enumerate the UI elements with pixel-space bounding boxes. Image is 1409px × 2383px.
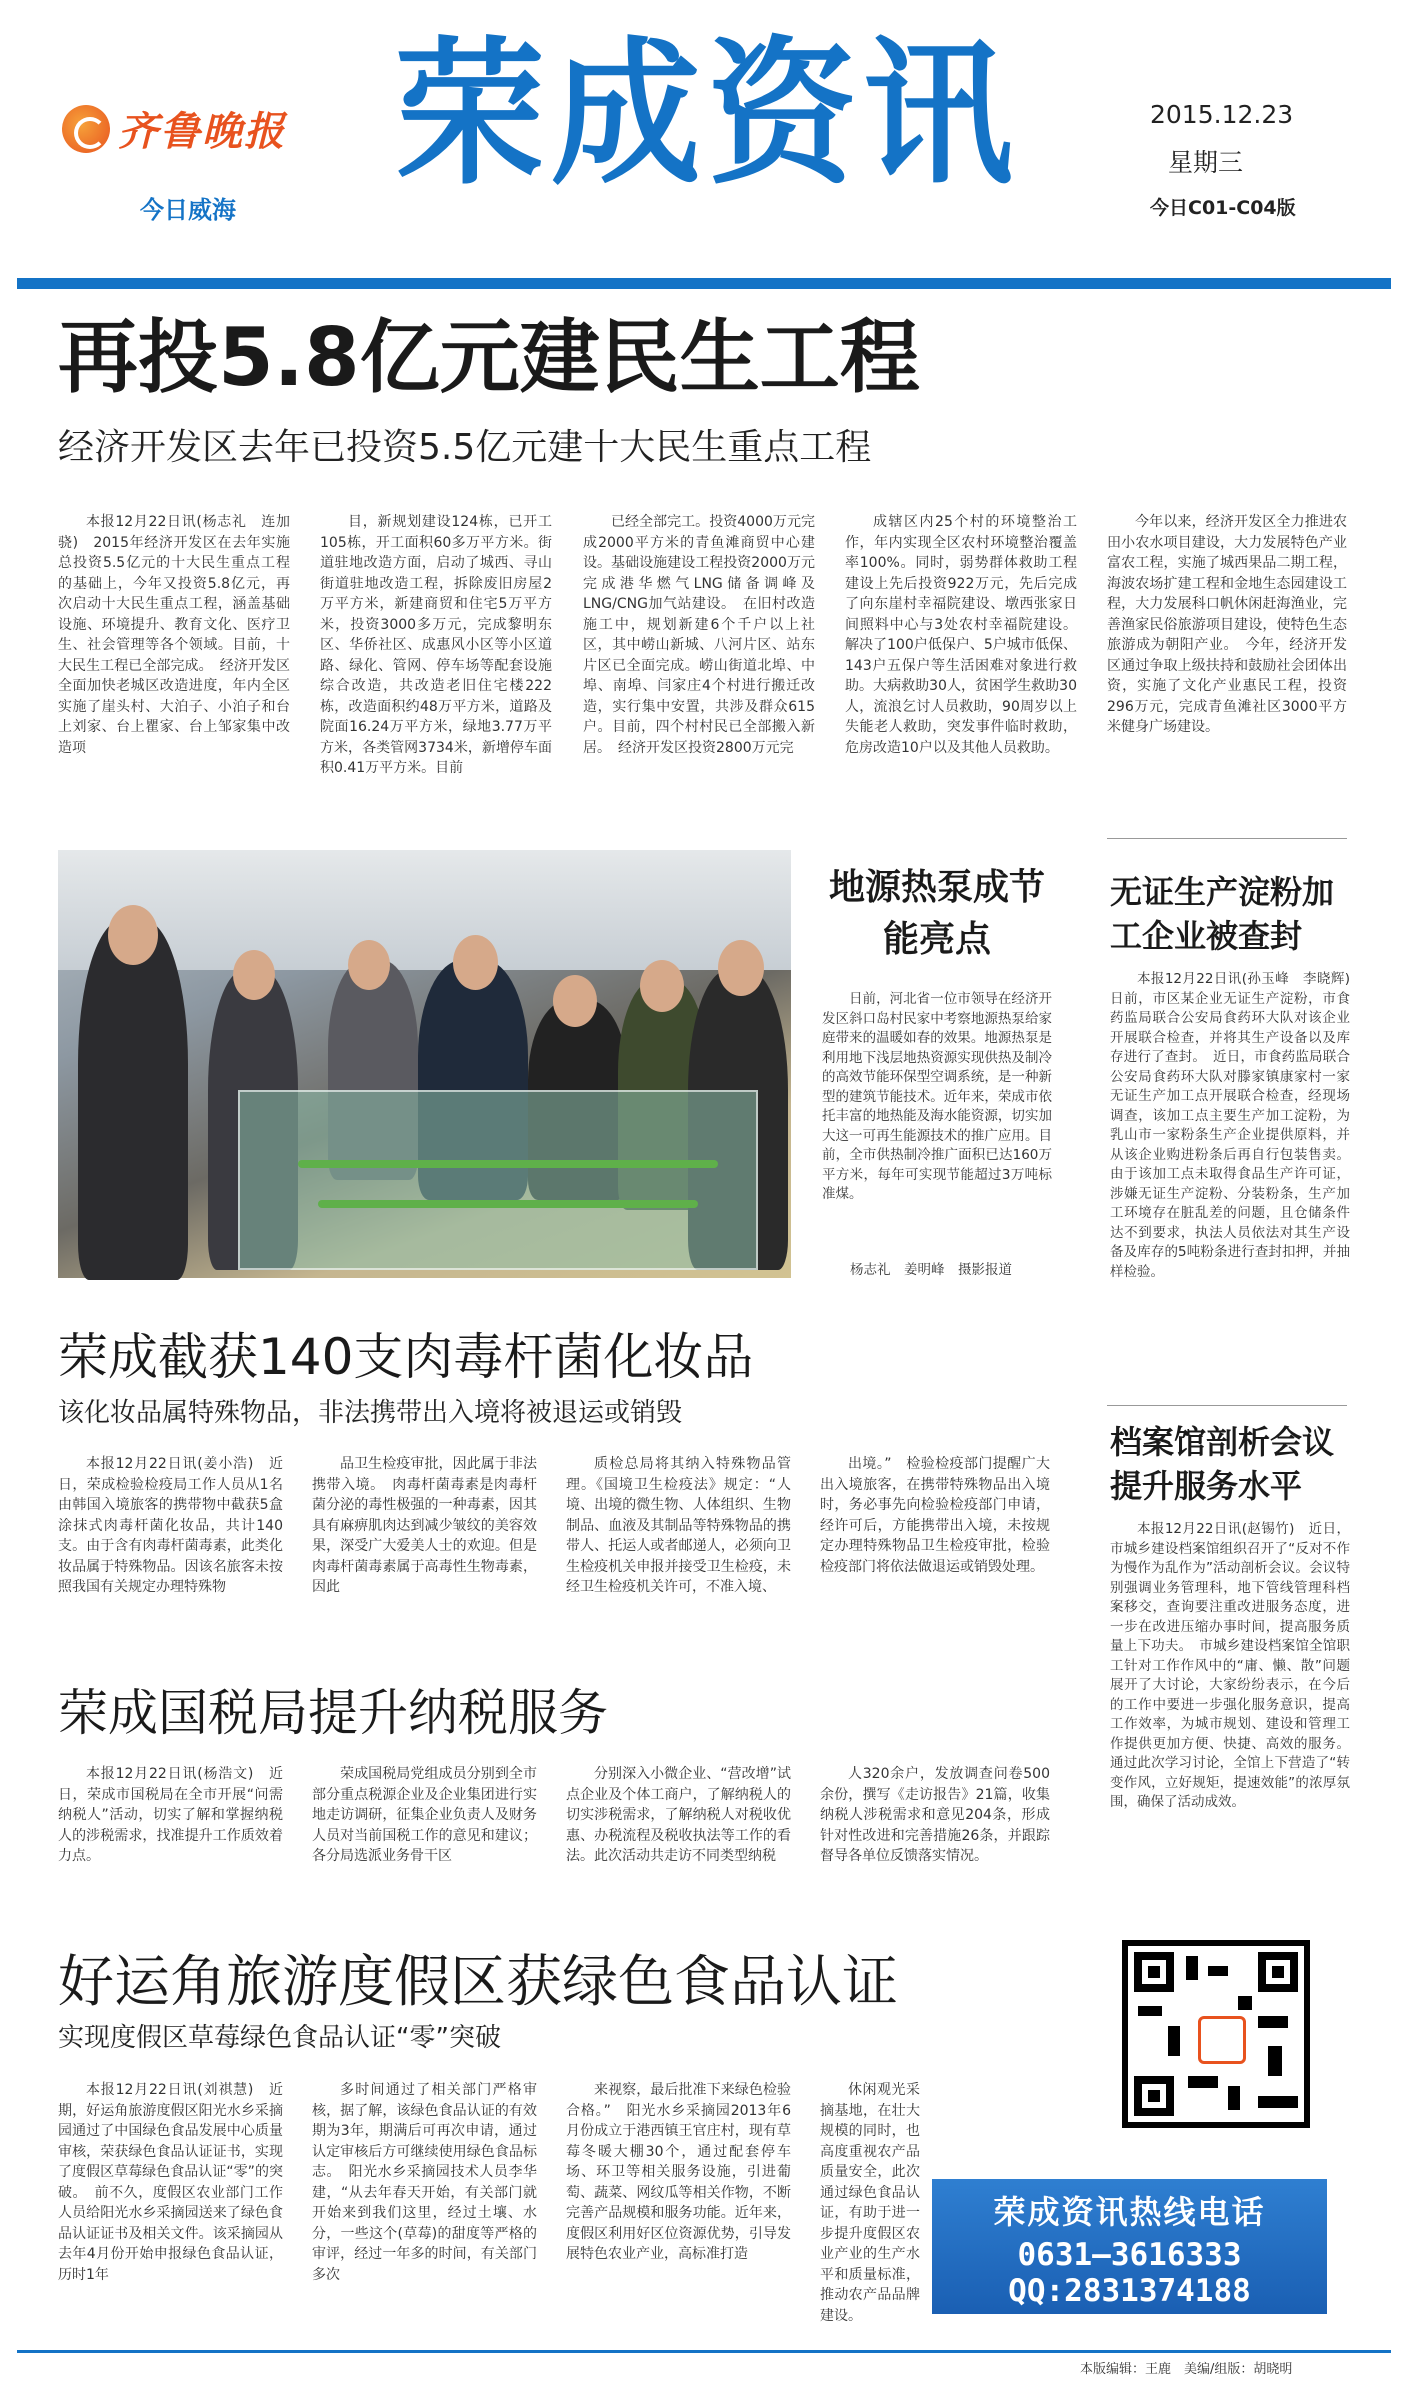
resort-column-2: 多时间通过了相关部门严格审核，据了解，该绿色食品认证的有效期为3年，期满后可再次申请，通过认定审核后方可继续使用绿色食品标志。 阳光水乡采摘园技术人员李华建，“从去年春天开始，有关部门就开始来到我们这里，经过土壤、水分，一些这个(草莓)的甜度等严格的审评，经过一年多的时间，有关部门多次 xyxy=(312,2082,537,2283)
lead-column-3: 已经全部完工。投资4000万元完成2000平方米的青鱼滩商贸中心建设。基础设施建设工程投资2000万元完成港华燃气LNG储备调峰及LNG/CNG加气站建设。 在旧村改造施工中，规划新建6个千户以上社区，其中崂山新城、八河片区、站东片区已全面完成。崂山街道北埠、中埠、南埠、闫家庄4个村进行搬迁改造，实行集中安置，共涉及群众615户。目前，四个村村民已全部搬入新居。 经济开发区投资2800万元完 xyxy=(583,514,815,756)
resort-subhead: 实现度假区草莓绿色食品认证“零”突破 xyxy=(58,2023,501,2053)
lead-column-1: 本报12月22日讯(杨志礼 连加骁) 2015年经济开发区在去年实施总投资5.5亿元的十大民生重点工程的基础上，今年又投资5.8亿元，再次启动十大民生重点工程，涵盖基础设施、环境提升、教育文化、医疗卫生、社会管理等各个领域。目前，十大民生工程已全部完成。 经济开发区全面加快老城区改造进度，年内全区实施了崖头村、大泊子、小泊子和台上刘家、台上瞿家、台上邹家集中改造项 xyxy=(58,514,290,756)
botulinum-column-1: 本报12月22日讯(姜小浩) 近日，荣成检验检疫局工作人员从1名由韩国入境旅客的携带物中截获5盒涂抹式肉毒杆菌化妆品，共计140支。由于含有肉毒杆菌毒素，此类化妆品属于特殊物品。因该名旅客未按照我国有关规定办理特殊物 xyxy=(58,1456,283,1595)
resort-headline: 好运角旅游度假区获绿色食品认证 xyxy=(58,1950,898,2015)
footer-rule xyxy=(17,2350,1391,2353)
divider xyxy=(1107,838,1347,839)
logo-name: 齐鲁晚报 xyxy=(118,108,286,155)
edition-label: 今日威海 xyxy=(140,196,236,224)
botulinum-column-2: 品卫生检疫审批，因此属于非法携带入境。 肉毒杆菌毒素是肉毒杆菌分泌的毒性极强的一种毒素，因其具有麻痹肌肉达到减少皱纹的美容效果，深受广大爱美人士的欢迎。但是肉毒杆菌毒素属于高毒性生物毒素，因此 xyxy=(312,1456,537,1595)
logo-emblem-icon xyxy=(62,105,110,153)
date-block xyxy=(1150,100,1296,220)
lead-column-2: 目，新规划建设124栋，已开工105栋，开工面积60多万平方米。街道驻地改造方面，启动了城西、寻山街道驻地改造工程，拆除废旧房屋2万平方米，新建商贸和住宅5万平方米，投资3000多万元，完成黎明东区、华侨社区、成惠风小区等小区道路、绿化、管网、停车场等配套设施综合改造，共改造老旧住宅楼222栋，改造面积约48万平方米，道路及院面16.24万平方米，绿地3.77万平方米，各类管网3734米，新增停车面积0.41万平方米。目前 xyxy=(320,514,552,776)
tax-column-1: 本报12月22日讯(杨浩文) 近日，荣成市国税局在全市开展“问需纳税人”活动，切实了解和掌握纳税人的涉税需求，找准提升工作质效着力点。 xyxy=(58,1766,283,1864)
archive-body: 本报12月22日讯(赵锡竹) 近日，市城乡建设档案馆组织召开了“反对不作为慢作为乱作为”活动剖析会议。会议特别强调业务管理科，地下管线管理科档案移交，查询要注重改进服务态度，进一步在改进压缩办事时间，提高服务质量上下功夫。 市城乡建设档案馆全馆职工针对工作作风中的“庸、懒、散”问题展开了大讨论，大家纷纷表示，在今后的工作中要进一步强化服务意识，提高工作效率，为城市规划、建设和管理工作提供更加方便、快捷、高效的服务。通过此次学习讨论，全馆上下营造了“转变作风，立好规矩，提速效能”的浓厚氛围，确保了活动成效。 xyxy=(1110,1521,1350,1810)
tax-headline: 荣成国税局提升纳税服务 xyxy=(58,1684,608,1742)
hotline-qq: QQ:2831374188 xyxy=(1008,2273,1251,2309)
lead-column-5: 今年以来，经济开发区全力推进农田小农水项目建设，大力发展特色产业富农工程，实施了城西果品二期工程，海波农场扩建工程和金地生态园建设工程，大力发展科口帆休闲赶海渔业，完善渔家民俗旅游项目建设，使特色生态旅游成为朝阳产业。 今年，经济开发区通过争取上级扶持和鼓励社会团体出资，实施了文化产业惠民工程，投资296万元，完成青鱼滩社区3000平方米健身广场建设。 xyxy=(1107,514,1347,735)
starch-title: 无证生产淀粉加工企业被查封 xyxy=(1110,873,1335,955)
issue-weekday: 星期三 xyxy=(1168,148,1244,177)
resort-column-4: 休闲观光采摘基地，在壮大规模的同时，也高度重视农产品质量安全，此次通过绿色食品认证，有助于进一步提升度假区农业产业的生产水平和质量标准，推动农产品品牌建设。 xyxy=(820,2082,920,2324)
hotline-box xyxy=(932,2179,1327,2314)
lead-headline: 再投5.8亿元建民生工程 xyxy=(58,311,920,404)
footer-credits: 本版编辑：王鹿 美编/组版：胡晓明 xyxy=(1080,2362,1293,2377)
archive-title: 档案馆剖析会议提升服务水平 xyxy=(1110,1423,1335,1505)
starch-body: 本报12月22日讯(孙玉峰 李晓辉) 日前，市区某企业无证生产淀粉，市食药监局联合公安局食药环大队对该企业开展联合检查，并将其生产设备以及库存进行了查封。 近日，市食药监局联合公安局食药环大队对滕家镇康家村一家无证生产加工点开展联合检查，经现场调查，该加工点主要生产加工淀粉，为乳山市一家粉条生产企业提供原料，并从该企业购进粉条后再自行包装售卖。由于该加工点未取得食品生产许可证，涉嫌无证生产淀粉、分装粉条，生产加工环境存在脏乱差的问题，且仓储条件达不到要求，执法人员依法对其生产设备及库存的5吨粉条进行查封扣押，并抽样检验。 xyxy=(1110,971,1364,1280)
divider xyxy=(1107,1405,1347,1406)
resort-column-3: 来视察，最后批准下来绿色检验合格。” 阳光水乡采摘园2013年6月份成立于港西镇王官庄村，现有草莓冬暖大棚30个，通过配套停车场、环卫等相关服务设施，引进葡萄、蔬菜、网纹瓜等相关作物，不断完善产品规模和服务功能。近年来，度假区利用好区位资源优势，引导发展特色农业产业，高标准打造 xyxy=(566,2082,791,2262)
feature-body: 日前，河北省一位市领导在经济开发区斜口岛村民家中考察地源热泵给家庭带来的温暖如春的效果。地源热泵是利用地下浅层地热资源实现供热及制冷的高效节能环保型空调系统，是一种新型的建筑节能技术。近年来，荣成市依托丰富的地热能及海水能资源，切实加大这一可再生能源技术的推广应用。目前，全市供热制冷推广面积已达160万平方米，每年可实现节能超过3万吨标准煤。 xyxy=(822,991,1052,1202)
masthead xyxy=(0,0,1409,290)
hotline-title: 荣成资讯热线电话 xyxy=(993,2193,1266,2231)
page-range: 今日C01-C04版 xyxy=(1150,197,1296,219)
hotline-phone: 0631—3616333 xyxy=(1017,2237,1242,2273)
resort-column-1: 本报12月22日讯(刘祺慧) 近期，好运角旅游度假区阳光水乡采摘园通过了中国绿色食品发展中心质量审核，荣获绿色食品认证证书，实现了度假区草莓绿色食品认证“零”的突破。 前不久，度假区农业部门工作人员给阳光水乡采摘园送来了绿色食品认证证书及相关文件。该采摘园从去年4月份开始申报绿色食品认证，历时1年 xyxy=(58,2082,283,2283)
tax-column-2: 荣成国税局党组成员分别到全市部分重点税源企业及企业集团进行实地走访调研，征集企业负责人及财务人员对当前国税工作的意见和建议；各分局选派业务骨干区 xyxy=(312,1766,537,1864)
tax-column-3: 分别深入小微企业、“营改增”试点企业及个体工商户，了解纳税人的切实涉税需求，了解纳税人对税收优惠、办税流程及税收执法等工作的看法。此次活动共走访不同类型纳税 xyxy=(566,1766,791,1864)
issue-date: 2015.12.23 xyxy=(1150,100,1294,129)
page-title: 荣成资讯 xyxy=(395,23,1020,207)
qr-code-icon xyxy=(1122,1940,1310,2128)
feature-title: 地源热泵成节能亮点 xyxy=(828,867,1045,960)
news-photo xyxy=(58,850,791,1278)
newspaper-logo xyxy=(62,100,286,157)
botulinum-column-4: 出境。” 检验检疫部门提醒广大出入境旅客，在携带特殊物品出入境时，务必事先向检验检疫部门申请，经许可后，方能携带出入境，未按规定办理特殊物品卫生检疫审批，检验检疫部门将依法做退运或销毁处理。 xyxy=(820,1456,1050,1575)
botulinum-headline: 荣成截获140支肉毒杆菌化妆品 xyxy=(58,1328,754,1386)
masthead-rule xyxy=(17,278,1391,289)
botulinum-subhead: 该化妆品属特殊物品，非法携带出入境将被退运或销毁 xyxy=(58,1398,683,1428)
feature-credit: 杨志礼 姜明峰 摄影报道 xyxy=(850,1262,1012,1278)
lead-subhead: 经济开发区去年已投资5.5亿元建十大民生重点工程 xyxy=(58,427,872,468)
botulinum-column-3: 质检总局将其纳入特殊物品管理。《国境卫生检疫法》规定：“人境、出境的微生物、人体组织、生物制品、血液及其制品等特殊物品的携带人、托运人或者邮递人，必须向卫生检疫机关申报并接受卫生检疫，未经卫生检疫机关许可，不准入境、 xyxy=(566,1456,791,1595)
tax-column-4: 人320余户，发放调查问卷500余份，撰写《走访报告》21篇，收集纳税人涉税需求和意见204条，形成针对性改进和完善措施26条，并跟踪督导各单位反馈落实情况。 xyxy=(820,1766,1050,1864)
lead-column-4: 成辖区内25个村的环境整治工作，年内实现全区农村环境整治覆盖率100%。同时，弱势群体救助工程建设上先后投资922万元，先后完成了向东崖村幸福院建设、墩西张家日间照料中心与3处农村幸福院建设。解决了100户低保户、5户城市低保、143户五保户等生活困难对象进行救助。大病救助30人，贫困学生救助30人，流浪乞讨人员救助，90周岁以上失能老人救助，突发事件临时救助，危房改造10户以及其他人员救助。 xyxy=(845,514,1077,756)
